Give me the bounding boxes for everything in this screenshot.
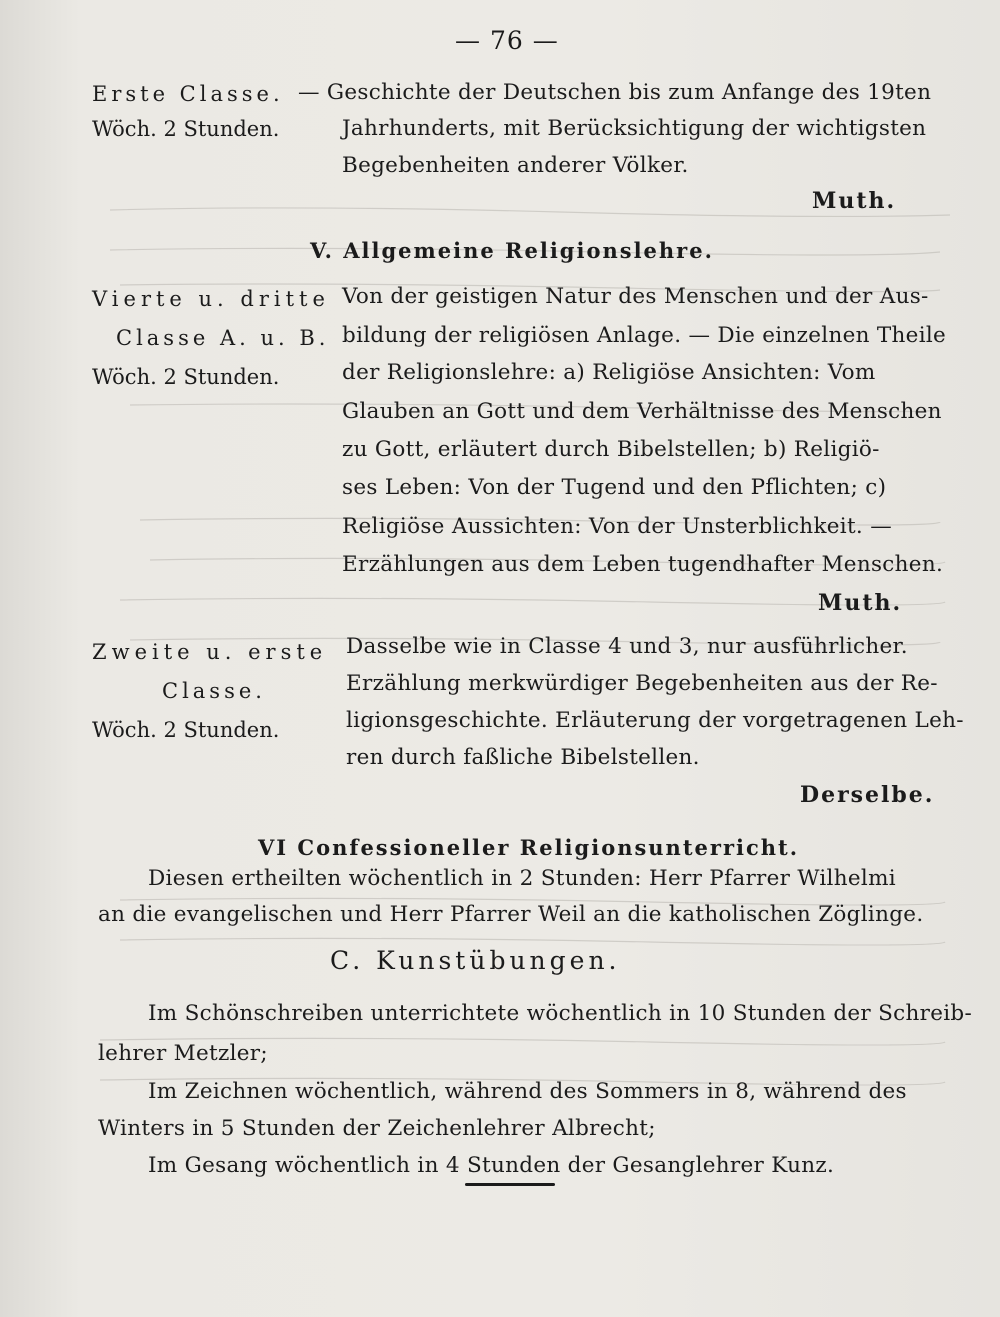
text-line: Von der geistigen Natur des Menschen und der Aus-: [342, 284, 929, 309]
text-line: Diesen ertheilten wöchentlich in 2 Stunden: Herr Pfarrer Wilhelmi: [148, 866, 896, 891]
text-line: Jahrhunderts, mit Berücksichtigung der wichtigsten: [342, 116, 927, 141]
text-line: Erzählungen aus dem Leben tugendhafter Menschen.: [342, 552, 944, 577]
hours-label: Wöch. 2 Stunden.: [92, 117, 280, 141]
text-line: ses Leben: Von der Tugend und den Pflichten; c): [342, 475, 887, 500]
text-line: zu Gott, erläutert durch Bibelstellen; b) Religiö-: [342, 437, 880, 462]
section-heading: VI Confessioneller Religionsunterricht.: [258, 835, 800, 860]
text-line: lehrer Metzler;: [98, 1041, 268, 1066]
class-label: Zweite u. erste: [92, 640, 328, 664]
hours-label: Wöch. 2 Stunden.: [92, 718, 280, 742]
text-line: an die evangelischen und Herr Pfarrer Weil an die katholischen Zöglinge.: [98, 902, 924, 927]
text-line: Im Schönschreiben unterrichtete wöchentlich in 10 Stunden der Schreib-: [148, 1001, 973, 1026]
text-line: ren durch faßliche Bibelstellen.: [346, 745, 700, 770]
section-heading: C. Kunstübungen.: [330, 946, 621, 975]
signature: Muth.: [818, 590, 903, 616]
section-heading: V. Allgemeine Religionslehre.: [310, 238, 714, 263]
class-label: Classe.: [162, 679, 266, 703]
text-line: Religiöse Aussichten: Von der Unsterblichkeit. —: [342, 514, 892, 539]
text-line: Dasselbe wie in Classe 4 und 3, nur ausführlicher.: [346, 634, 908, 659]
class-label: Erste Classe.: [92, 82, 284, 106]
class-label: Classe A. u. B.: [116, 326, 330, 350]
text-line: Glauben an Gott und dem Verhältnisse des Menschen: [342, 399, 942, 424]
text-line: Im Gesang wöchentlich in 4 Stunden der Gesanglehrer Kunz.: [148, 1153, 835, 1178]
signature: Derselbe.: [800, 782, 935, 808]
text-line: Winters in 5 Stunden der Zeichenlehrer Albrecht;: [98, 1116, 656, 1141]
text-line: — Geschichte der Deutschen bis zum Anfange des 19ten: [298, 80, 932, 105]
page-number: — 76 —: [455, 26, 559, 55]
text-line: der Religionslehre: a) Religiöse Ansichten: Vom: [342, 360, 876, 385]
text-line: Erzählung merkwürdiger Begebenheiten aus der Re-: [346, 671, 938, 696]
text-line: Im Zeichnen wöchentlich, während des Sommers in 8, während des: [148, 1079, 907, 1104]
end-rule: [465, 1183, 555, 1186]
text-line: bildung der religiösen Anlage. — Die einzelnen Theile: [342, 323, 947, 348]
signature: Muth.: [812, 188, 897, 214]
class-label: Vierte u. dritte: [92, 287, 330, 311]
text-line: ligionsgeschichte. Erläuterung der vorgetragenen Leh-: [346, 708, 964, 733]
text-line: Begebenheiten anderer Völker.: [342, 153, 689, 178]
hours-label: Wöch. 2 Stunden.: [92, 365, 280, 389]
